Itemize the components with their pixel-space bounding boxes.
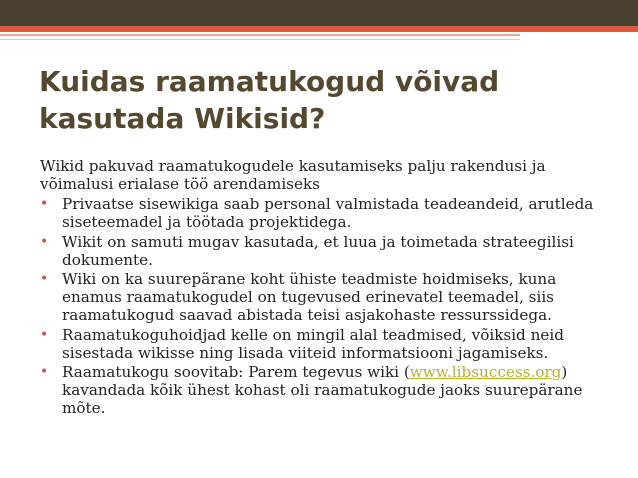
bullet-icon: • <box>40 271 49 288</box>
list-item-text: Privaatse sisewikiga saab personal valmistada teadeandeid, arutleda siseteemadel ja töötada projektidega. <box>62 195 594 231</box>
bullet-icon: • <box>40 364 49 381</box>
list-item <box>40 326 615 362</box>
list-item <box>40 270 615 324</box>
top-bar <box>0 0 638 26</box>
accent-line-thin <box>0 39 520 40</box>
slide-title: Kuidas raamatukogud võivad kasutada Wikisid? <box>39 65 500 135</box>
list-item-text: Raamatukoguhoidjad kelle on mingil alal teadmised, võiksid neid sisestada wikisse ning lisada viiteid informatsiooni jagamiseks. <box>62 325 564 362</box>
bullet-list <box>40 195 615 417</box>
list-item <box>40 233 615 269</box>
list-item <box>40 363 615 417</box>
accent-bar <box>0 26 638 32</box>
bullet-icon: • <box>40 196 49 212</box>
list-item-text: Wiki on ka suurepärane koht ühiste teadmiste hoidmiseks, kuna enamus raamatukogudel on tugevused erinevatel teemadel, siis raamatukogud saavad abistada teisi asjakohaste ressurssidega. <box>62 270 557 325</box>
list-item-text-before-link: Raamatukogu soovitab: Parem tegevus wiki ( <box>62 363 410 382</box>
libsuccess-link[interactable]: www.libsuccess.org <box>409 363 562 382</box>
bullet-icon: • <box>40 233 49 250</box>
intro-text: Wikid pakuvad raamatukogudele kasutamiseks palju rakendusi ja võimalusi erialase töö arendamiseks <box>40 157 546 193</box>
list-item-text-after-link: ) kavandada kõik ühest kohast oli raamatukogude jaoks suurepärane mõte. <box>62 363 583 418</box>
accent-line <box>0 34 520 36</box>
list-item <box>40 195 615 231</box>
list-item-text: Wikit on samuti mugav kasutada, et luua ja toimetada strateegilisi dokumente. <box>62 232 574 269</box>
bullet-icon: • <box>40 326 49 343</box>
slide-body <box>40 157 615 419</box>
